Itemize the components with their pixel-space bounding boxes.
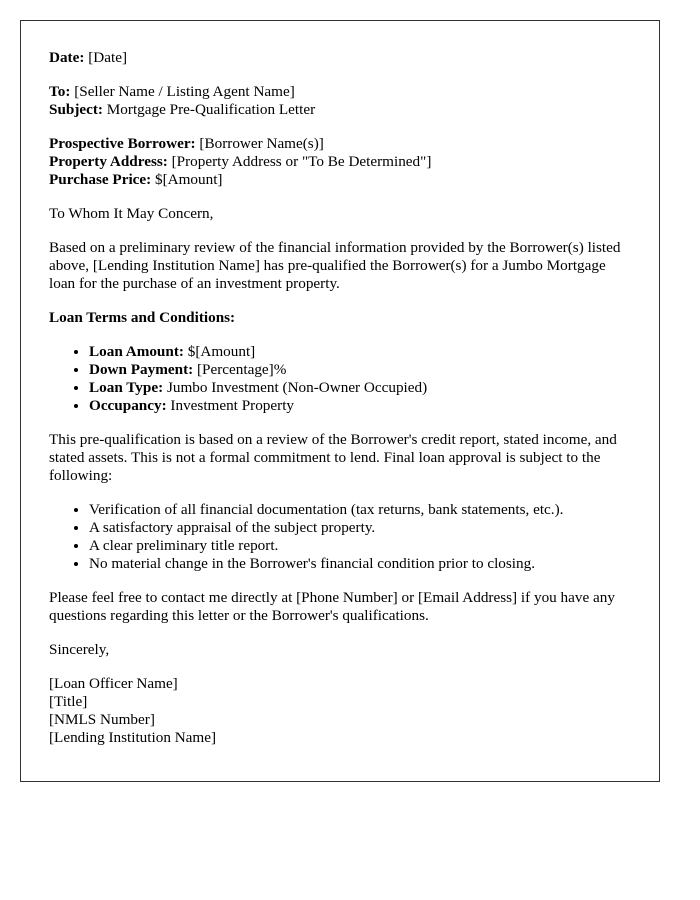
intro-paragraph: Based on a preliminary review of the financial information provided by the Borrower(s) listed above, [Lending Institution Name] has pre-qualified the Borrower(s) for a Jumbo Mortgage loan for the purchase of an investment property. (49, 239, 621, 292)
list-item: • A clear preliminary title report. (89, 537, 631, 555)
signature-institution: [Lending Institution Name] (49, 729, 217, 746)
borrower-label: Prospective Borrower: (49, 135, 196, 152)
list-item (89, 361, 631, 379)
closing: Sincerely, (49, 641, 110, 658)
to-label: To: (49, 83, 71, 100)
loan-terms-heading-text: Loan Terms and Conditions: (49, 309, 236, 326)
borrower-block (49, 135, 631, 189)
signature-block (49, 675, 631, 747)
list-item (89, 397, 631, 415)
to-line (49, 83, 631, 101)
salutation: To Whom It May Concern, (49, 205, 214, 222)
basis-paragraph: This pre-qualification is based on a review of the Borrower's credit report, stated income, and stated assets. This is not a formal commitment to lend. Final loan approval is subject to the following: (49, 431, 617, 484)
borrower-line (49, 135, 631, 153)
subject-line (49, 101, 631, 119)
term-label: Occupancy: (89, 397, 167, 414)
term-value: Investment Property (170, 397, 295, 414)
list-item: • A satisfactory appraisal of the subject property. (89, 519, 631, 537)
recipient-block (49, 83, 631, 119)
property-address-label: Property Address: (49, 153, 168, 170)
loan-terms-heading (49, 309, 631, 327)
purchase-price-label: Purchase Price: (49, 171, 152, 188)
signature-title: [Title] (49, 693, 88, 710)
term-value: [Percentage]% (197, 361, 287, 378)
list-item (89, 343, 631, 361)
purchase-price-line (49, 171, 631, 189)
term-value: Jumbo Investment (Non-Owner Occupied) (166, 379, 428, 396)
contact-paragraph: Please feel free to contact me directly at [Phone Number] or [Email Address] if you have any questions regarding this letter or the Borrower's qualifications. (49, 589, 615, 624)
list-item (89, 379, 631, 397)
subject-value: Mortgage Pre-Qualification Letter (106, 101, 316, 118)
list-item: • Verification of all financial documentation (tax returns, bank statements, etc.). (89, 501, 631, 519)
letter-page (20, 20, 660, 782)
list-item: • No material change in the Borrower's financial condition prior to closing. (89, 555, 631, 573)
property-address-value: [Property Address or "To Be Determined"] (171, 153, 432, 170)
borrower-value: [Borrower Name(s)] (199, 135, 324, 152)
signature-nmls: [NMLS Number] (49, 711, 155, 728)
term-label: Loan Amount: (89, 343, 184, 360)
subject-label: Subject: (49, 101, 103, 118)
term-label: Loan Type: (89, 379, 164, 396)
property-address-line (49, 153, 631, 171)
term-label: Down Payment: (89, 361, 194, 378)
date-value: [Date] (88, 49, 128, 66)
conditions-list (49, 501, 631, 573)
signature-name: [Loan Officer Name] (49, 675, 178, 692)
to-value: [Seller Name / Listing Agent Name] (74, 83, 295, 100)
purchase-price-value: $[Amount] (155, 171, 223, 188)
date-label: Date: (49, 49, 85, 66)
loan-terms-list (49, 343, 631, 415)
date-line (49, 49, 631, 67)
term-value: $[Amount] (187, 343, 256, 360)
